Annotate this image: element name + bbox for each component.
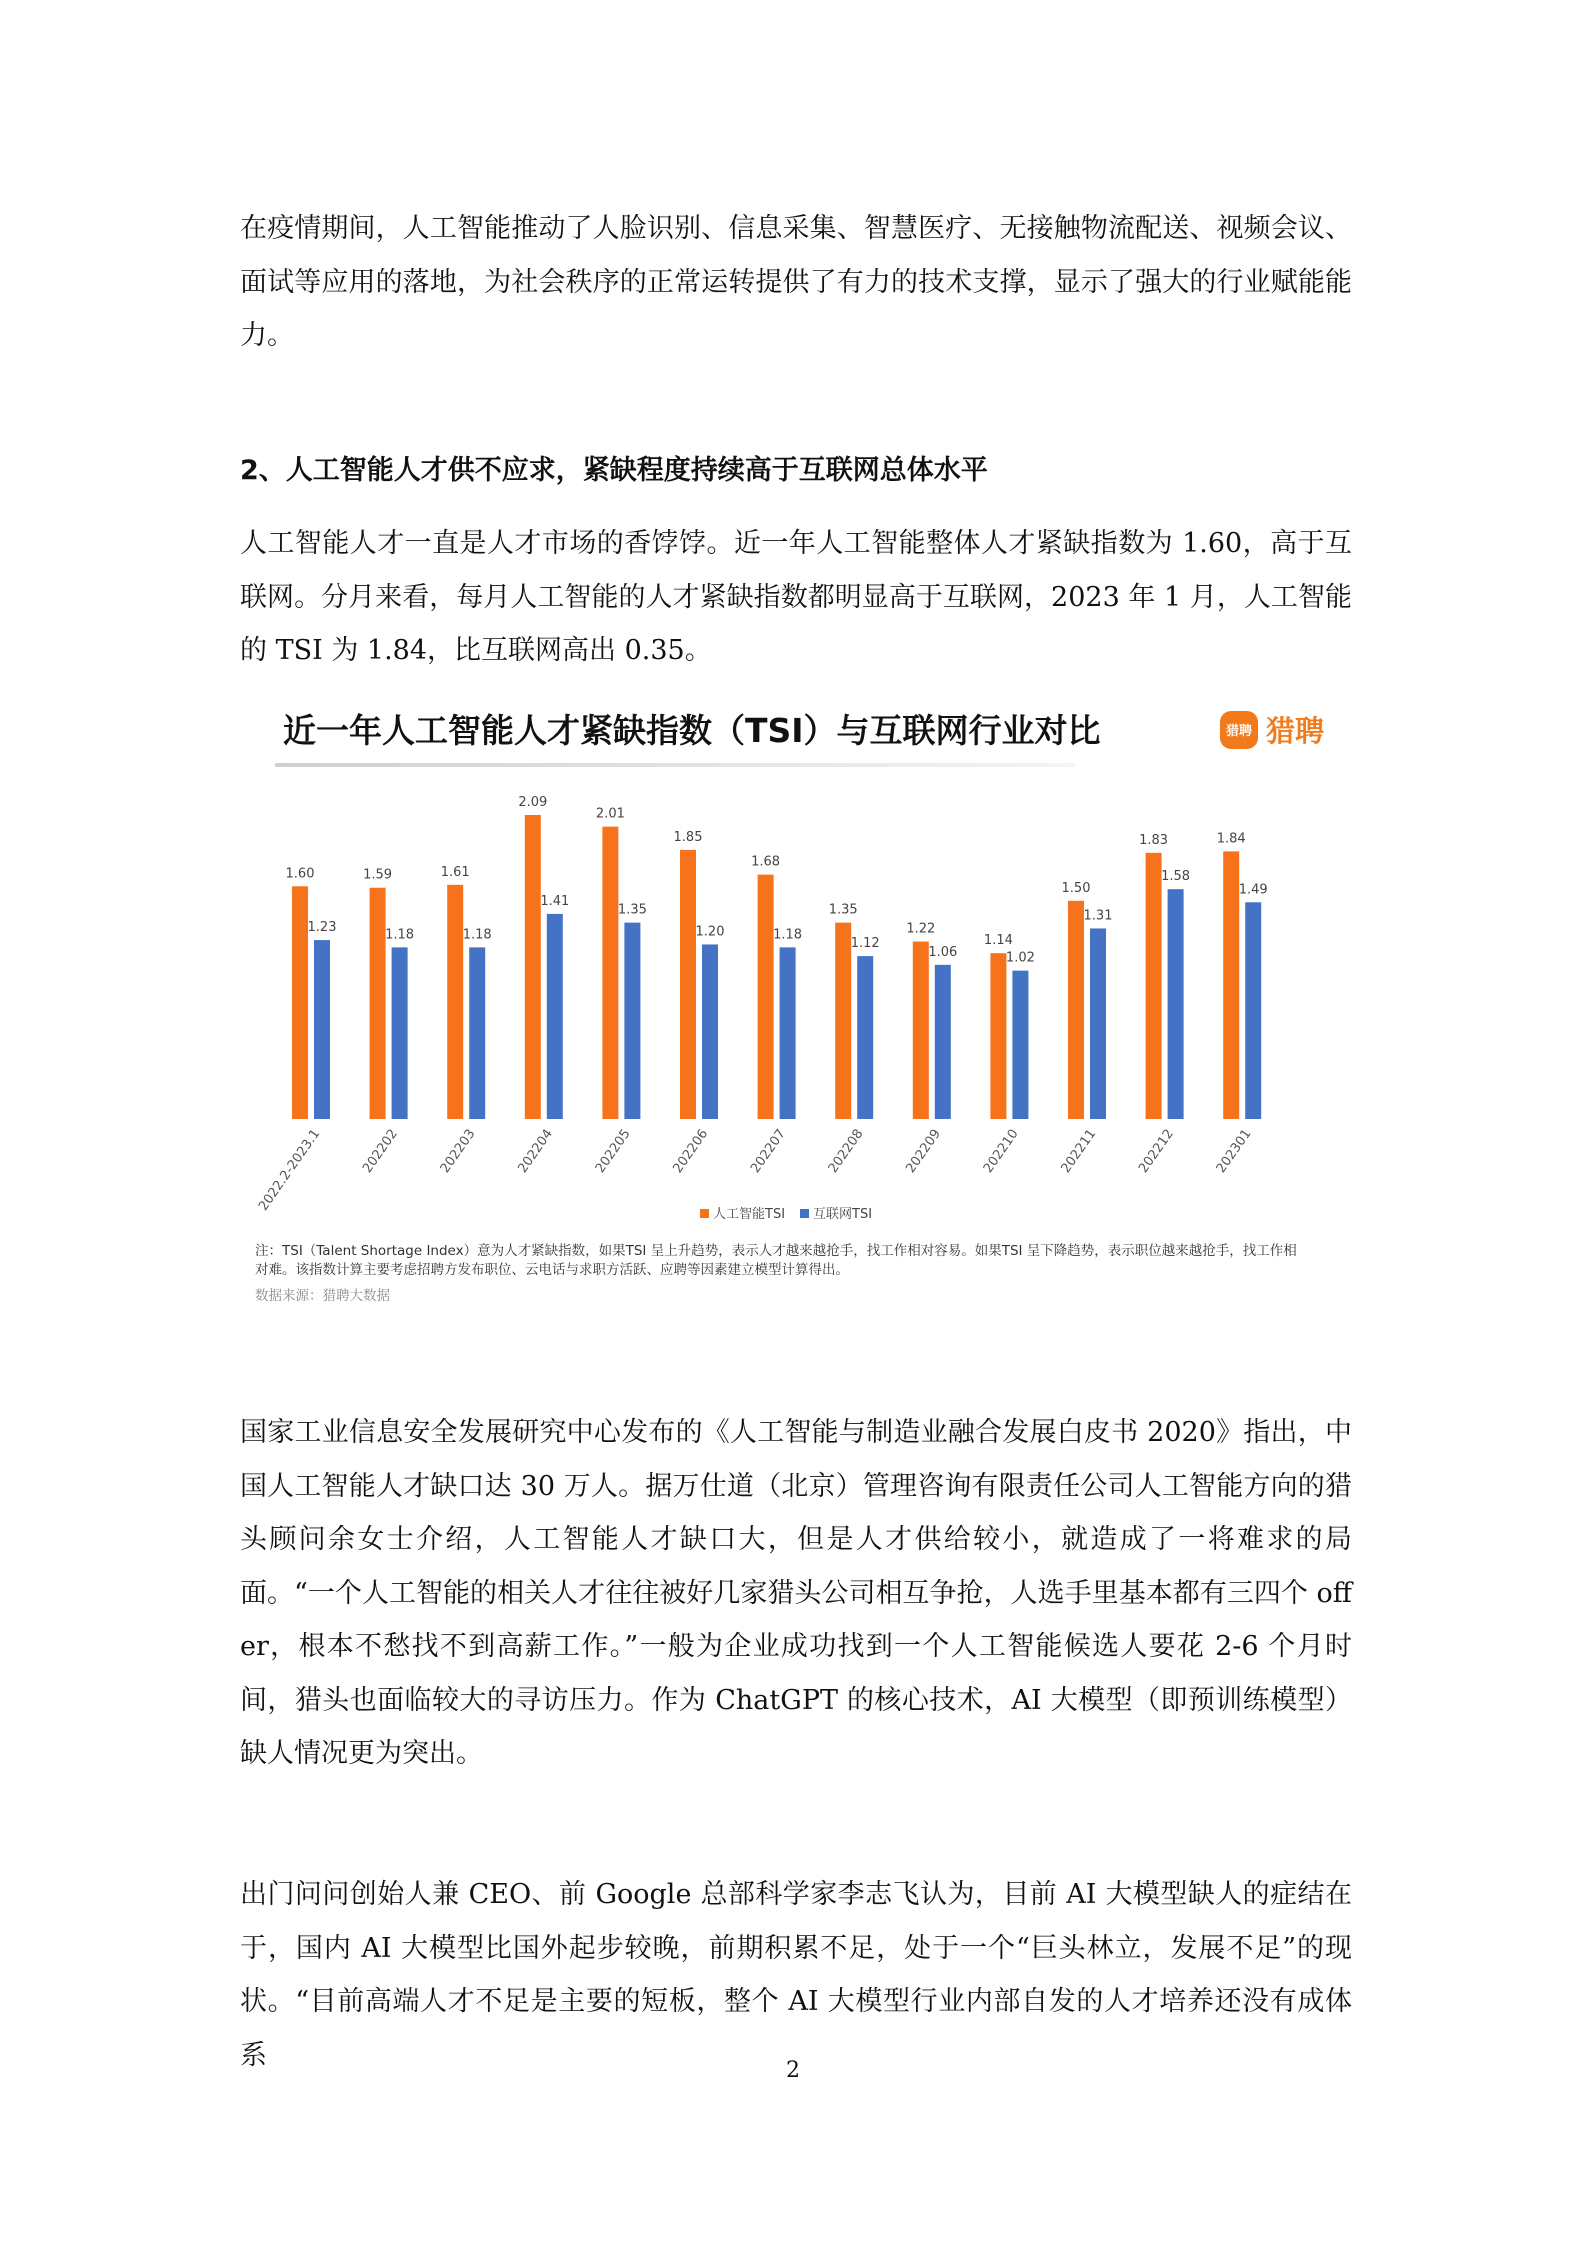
x-tick-label-7: 202208 [825,1126,867,1176]
data-label-internet-6: 1.18 [773,927,803,943]
legend-swatch-ai [700,1209,709,1218]
x-tick-label-0: 2022.2-2023.1 [256,1126,324,1214]
bar-ai-11 [1146,853,1162,1119]
data-label-ai-9: 1.14 [983,933,1013,949]
bar-internet-7 [857,956,873,1119]
data-label-ai-10: 1.50 [1061,880,1091,896]
bar-internet-12 [1245,902,1261,1119]
data-label-internet-10: 1.31 [1083,908,1113,924]
data-label-internet-9: 1.02 [1005,950,1035,966]
x-tick-label-3: 202204 [515,1126,557,1176]
bar-ai-2 [447,885,463,1119]
chart-source: 数据来源：猎聘大数据 [255,1288,390,1304]
liepin-logo-icon: 猎聘 [1220,711,1258,749]
bar-internet-8 [935,965,951,1119]
bar-ai-0 [292,886,308,1119]
section-heading: 2、人工智能人才供不应求，紧缺程度持续高于互联网总体水平 [240,455,988,486]
paragraph-pandemic-ai: 在疫情期间，人工智能推动了人脸识别、信息采集、智慧医疗、无接触物流配送、视频会议、面试等应用的落地，为社会秩序的正常运转提供了有力的技术支撑，显示了强大的行业赋能能力。 [240,213,1352,351]
bar-internet-4 [624,923,640,1119]
legend-label-internet: 互联网TSI [813,1207,873,1222]
chart-note: 注：TSI（Talent Shortage Index）意为人才紧缺指数，如果TSI 呈上升趋势，表示人才越来越抢手，找工作相对容易。如果TSI 呈下降趋势，表示职位越来越抢手，找工作相对难。该指数计算主要考虑招聘方发布职位、云电话与求职方活跃、应聘等因素建立模型计算得出。 [255,1243,1297,1278]
bar-ai-12 [1223,851,1239,1119]
data-label-internet-4: 1.35 [617,902,647,918]
data-label-ai-1: 1.59 [363,867,393,883]
x-tick-label-8: 202209 [903,1126,945,1176]
data-label-internet-7: 1.12 [850,936,880,952]
bar-internet-1 [392,947,408,1119]
data-label-ai-5: 1.85 [673,829,703,845]
data-label-internet-1: 1.18 [385,927,415,943]
bar-ai-9 [990,953,1006,1119]
bar-internet-10 [1090,928,1106,1119]
data-label-internet-5: 1.20 [695,924,725,940]
chart-title: 近一年人工智能人才紧缺指数（TSI）与互联网行业对比 [283,711,1101,750]
bar-internet-3 [547,914,563,1119]
x-tick-label-6: 202207 [748,1126,789,1176]
bar-internet-6 [780,947,796,1119]
data-label-internet-8: 1.06 [928,944,958,960]
bar-ai-5 [680,850,696,1119]
legend-swatch-internet [800,1209,809,1218]
data-label-internet-12: 1.49 [1238,882,1268,898]
bar-ai-10 [1068,901,1084,1119]
x-tick-label-1: 202202 [360,1126,401,1176]
bar-internet-2 [469,947,485,1119]
bar-internet-9 [1012,971,1028,1119]
x-tick-label-2: 202203 [437,1126,479,1176]
bar-ai-8 [913,942,929,1119]
bar-internet-11 [1168,889,1184,1119]
bar-internet-0 [314,940,330,1119]
data-label-ai-2: 1.61 [440,864,470,880]
bar-ai-3 [525,815,541,1119]
data-label-ai-12: 1.84 [1216,831,1246,847]
paragraph-ai-model-shortage: 出门问问创始人兼 CEO、前 Google 总部科学家李志飞认为，目前 AI 大模型缺人的症结在于，国内 AI 大模型比国外起步较晚，前期积累不足，处于一个“巨头林立，发展不足”的现状。“目前高端人才不足是主要的短板，整个 AI 大模型行业内部自发的人才培养还没有成体系 [240,1879,1352,2071]
data-label-ai-11: 1.83 [1139,832,1169,848]
data-label-ai-6: 1.68 [751,854,781,870]
data-label-ai-8: 1.22 [906,921,936,937]
data-label-ai-7: 1.35 [828,902,858,918]
x-tick-label-10: 202211 [1058,1126,1100,1176]
legend-label-ai: 人工智能TSI [713,1207,786,1222]
liepin-logo-text: 猎聘 [1266,714,1325,748]
paragraph-tsi-summary: 人工智能人才一直是人才市场的香饽饽。近一年人工智能整体人才紧缺指数为 1.60，高于互联网。分月来看，每月人工智能的人才紧缺指数都明显高于互联网，2023 年 1 月，人工智能的 TSI 为 1.84，比互联网高出 0.35。 [240,528,1352,666]
x-tick-label-12: 202301 [1213,1126,1255,1176]
paragraph-talent-gap: 国家工业信息安全发展研究中心发布的《人工智能与制造业融合发展白皮书 2020》指出，中国人工智能人才缺口达 30 万人。据万仕道（北京）管理咨询有限责任公司人工智能方向的猎头顾问余女士介绍，人工智能人才缺口大，但是人才供给较小，就造成了一将难求的局面。“一个人工智能的相关人才往往被好几家猎头公司相互争抢，人选手里基本都有三四个 offer，根本不愁找不到高薪工作。”一般为企业成功找到一个人工智能候选人要花 2-6 个月时间，猎头也面临较大的寻访压力。作为 ChatGPT 的核心技术，AI 大模型（即预训练模型）缺人情况更为突出。 [240,1417,1352,1769]
data-label-internet-2: 1.18 [462,927,492,943]
data-label-internet-3: 1.41 [540,893,570,909]
bar-ai-6 [758,875,774,1119]
bar-internet-5 [702,944,718,1119]
bar-ai-1 [370,888,386,1119]
data-label-ai-4: 2.01 [595,806,625,822]
x-tick-label-5: 202206 [670,1126,712,1176]
data-label-internet-0: 1.23 [307,920,337,936]
page-number: 2 [786,2058,800,2083]
data-label-internet-11: 1.58 [1161,869,1191,885]
x-tick-label-11: 202212 [1136,1126,1177,1176]
data-label-ai-0: 1.60 [285,866,315,882]
data-label-ai-3: 2.09 [518,795,548,810]
bar-ai-4 [602,827,618,1119]
bar-ai-7 [835,923,851,1119]
x-tick-label-9: 202210 [980,1126,1022,1176]
x-tick-label-4: 202205 [592,1126,634,1176]
